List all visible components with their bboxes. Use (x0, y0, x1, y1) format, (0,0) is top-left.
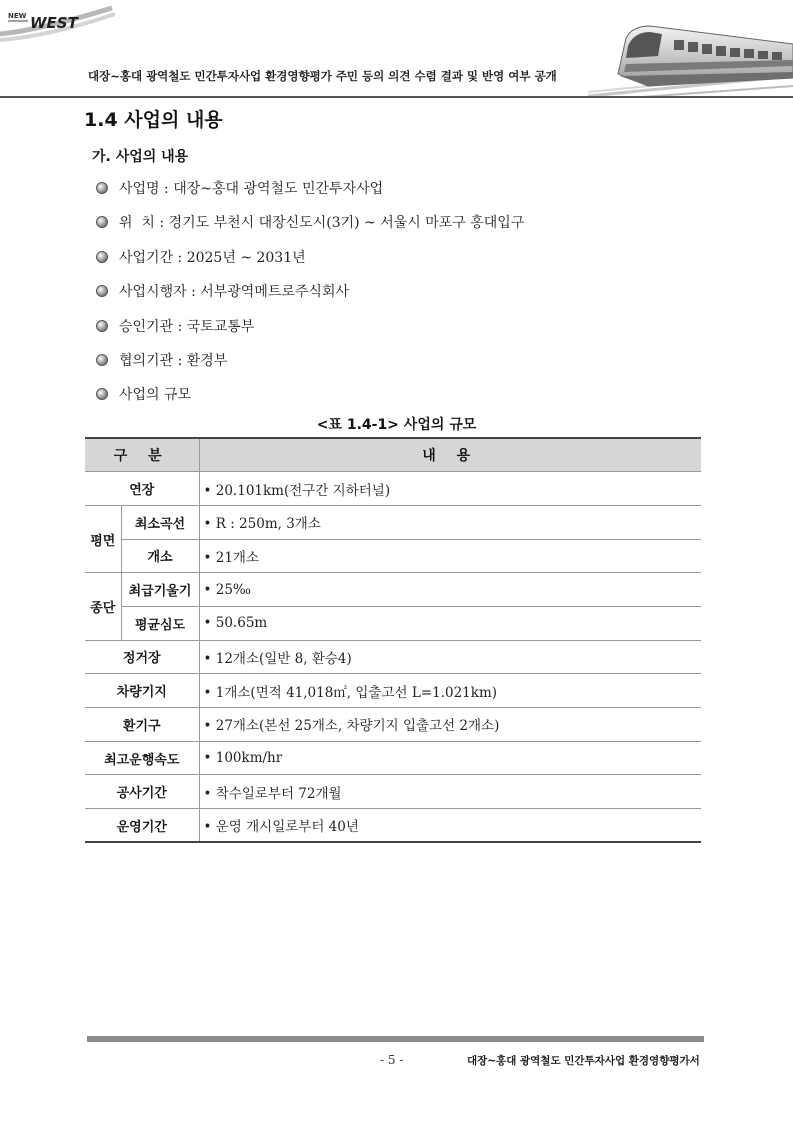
bullet-icon (96, 182, 108, 194)
row-value: • 50.65m (199, 606, 701, 640)
row-label: 평균심도 (121, 606, 199, 640)
bullet-icon (96, 216, 108, 228)
row-value: • 착수일로부터 72개월 (199, 775, 701, 809)
table-row (85, 505, 701, 539)
section-title: 1.4 사업의 내용 (84, 109, 223, 131)
bullet-icon (96, 354, 108, 366)
row-value: • 21개소 (199, 539, 701, 573)
row-value: • R : 250m, 3개소 (199, 505, 701, 539)
table-caption: <표 1.4-1> 사업의 규모 (316, 417, 477, 433)
table-row (85, 674, 701, 708)
table-row (85, 708, 701, 742)
row-label: 운영기간 (85, 809, 199, 843)
table-row (85, 573, 701, 607)
list-item: 사업의 규모 (96, 384, 524, 418)
bullet-icon (96, 388, 108, 400)
row-value: • 12개소(일반 8, 환승4) (199, 640, 701, 674)
list-item: 사업시행자 : 서부광역메트로주식회사 (96, 281, 524, 315)
row-value: • 27개소(본선 25개소, 차량기지 입출고선 2개소) (199, 708, 701, 742)
bullet-icon (96, 251, 108, 263)
page-header (0, 0, 793, 100)
row-value: • 100km/hr (199, 741, 701, 775)
table-row (85, 472, 701, 506)
logo-new-text: NEW (8, 12, 27, 20)
list-item: 위 치 : 경기도 부천시 대장신도시(3기) ~ 서울시 마포구 홍대입구 (96, 212, 524, 246)
row-value: • 1개소(면적 41,018㎡, 입출고선 L=1.021km) (199, 674, 701, 708)
bullet-icon (96, 320, 108, 332)
item-list (96, 178, 524, 419)
row-label: 최소곡선 (121, 505, 199, 539)
table-row (85, 809, 701, 843)
group-label: 종단 (85, 573, 121, 640)
table-header-row (85, 438, 701, 472)
group-label: 평면 (85, 505, 121, 572)
row-label: 환기구 (85, 708, 199, 742)
row-label: 최급기울기 (121, 573, 199, 607)
list-item: 승인기관 : 국토교통부 (96, 316, 524, 350)
header-divider (0, 96, 793, 98)
row-label: 개소 (121, 539, 199, 573)
subsection-title: 가. 사업의 내용 (92, 149, 189, 165)
row-label: 최고운행속도 (85, 741, 199, 775)
table-row (85, 741, 701, 775)
bullet-icon (96, 285, 108, 297)
table-row (85, 606, 701, 640)
row-label: 공사기간 (85, 775, 199, 809)
footer-divider (87, 1036, 704, 1042)
list-item: 협의기관 : 환경부 (96, 350, 524, 384)
table-header-content: 내 용 (199, 438, 701, 472)
table-row (85, 775, 701, 809)
list-item: 사업기간 : 2025년 ~ 2031년 (96, 247, 524, 281)
logo-west-text: WEST (30, 14, 78, 32)
table-row (85, 539, 701, 573)
row-value: • 25‰ (199, 573, 701, 607)
project-scale-table (85, 437, 701, 843)
logo (0, 0, 115, 46)
header-title: 대장~홍대 광역철도 민간투자사업 환경영향평가 주민 등의 의견 수렴 결과 및 반영 여부 공개 (88, 69, 557, 83)
row-value: • 운영 개시일로부터 40년 (199, 809, 701, 843)
list-item: 사업명 : 대장~홍대 광역철도 민간투자사업 (96, 178, 524, 212)
row-label: 정거장 (85, 640, 199, 674)
row-label: 차량기지 (85, 674, 199, 708)
footer-doc-title: 대장~홍대 광역철도 민간투자사업 환경영향평가서 (467, 1055, 700, 1067)
row-label: 연장 (85, 472, 199, 506)
page-number: - 5 - (380, 1053, 404, 1067)
row-value: • 20.101km(전구간 지하터널) (199, 472, 701, 506)
train-illustration (588, 16, 793, 98)
table-row (85, 640, 701, 674)
table-header-category: 구 분 (85, 438, 199, 472)
